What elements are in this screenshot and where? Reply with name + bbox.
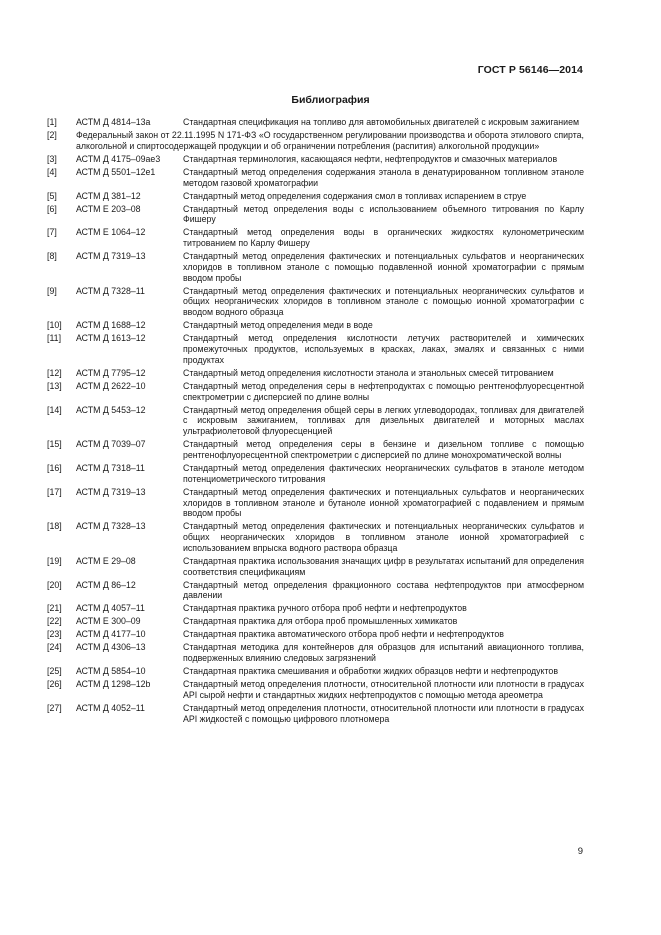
bibliography-list <box>47 117 584 727</box>
entry-description: Стандартный метод определения серы в нефтепродуктах с помощью рентгенофлуоресцентной спектрометрии с дисперсией по длине волны <box>183 380 584 402</box>
entry-number: [5] <box>47 190 57 201</box>
entry-description: Стандартная спецификация на топливо для автомобильных двигателей с искровым зажиганием <box>183 117 580 127</box>
entry-description: Стандартный метод определения фактических и потенциальных неорганических сульфатов и общих неорганических хлоридов в топливном этаноле с помощью ионной хроматографии с вводом водного образца <box>183 285 584 318</box>
bibliography-entry <box>47 251 584 283</box>
entry-standard-code: АСТМ Д 4175–09ae3 <box>76 153 161 164</box>
bibliography-entry <box>47 117 584 128</box>
bibliography-entry <box>47 204 584 226</box>
entry-standard-code: АСТМ Д 4057–11 <box>76 603 145 614</box>
entry-description: Стандартная практика смешивания и обработки жидких образцов нефти и нефтепродуктов <box>183 666 558 677</box>
entry-standard-code: АСТМ Д 4052–11 <box>76 702 145 713</box>
entry-standard-code: АСТМ Д 7318–11 <box>76 462 145 473</box>
entry-number: [26] <box>47 679 62 690</box>
entry-standard-code: АСТМ Е 203–08 <box>76 203 141 214</box>
bibliography-entry <box>47 521 584 553</box>
bibliography-entry <box>47 227 584 249</box>
entry-number: [8] <box>47 251 57 262</box>
entry-number: [22] <box>47 616 62 627</box>
entry-description: Стандартный метод определения содержания этанола в денатурированном топливном этаноле методом газовой хроматографии <box>183 166 584 188</box>
entry-number: [2] <box>47 129 57 140</box>
bibliography-entry <box>47 616 584 627</box>
entry-standard-code: АСТМ Е 1064–12 <box>76 227 146 238</box>
entry-description: Стандартный метод определения воды в органических жидкостях кулонометрическим титрованием по Карлу Фишеру <box>183 227 584 249</box>
bibliography-entry <box>47 642 584 664</box>
section-title: Библиография <box>291 94 370 106</box>
bibliography-entry <box>47 405 584 437</box>
bibliography-entry <box>47 333 584 365</box>
entry-number: [17] <box>47 486 62 497</box>
bibliography-entry <box>47 463 584 485</box>
entry-number: [20] <box>47 579 62 590</box>
entry-description: Стандартная практика для отбора проб промышленных химикатов <box>183 616 458 627</box>
bibliography-entry <box>47 154 584 165</box>
document-code: ГОСТ Р 56146—2014 <box>477 64 583 76</box>
bibliography-entry <box>47 439 584 461</box>
entry-standard-code: АСТМ Д 1613–12 <box>76 333 146 344</box>
bibliography-entry <box>47 191 584 202</box>
entry-number: [1] <box>47 117 57 127</box>
entry-standard-code: АСТМ Д 381–12 <box>76 190 141 201</box>
bibliography-entry <box>47 487 584 519</box>
entry-description: Стандартная практика автоматического отбора проб нефти и нефтепродуктов <box>183 629 504 640</box>
entry-description: Стандартный метод определения кислотности этанола и этанольных смесей титрованием <box>183 367 554 378</box>
entry-number: [15] <box>47 439 62 450</box>
entry-standard-code: АСТМ Д 4177–10 <box>76 629 146 640</box>
entry-description: Стандартный метод определения воды с использованием объемного титрования по Карлу Фишеру <box>183 203 584 225</box>
entry-description: Стандартный метод определения содержания смол в топливах испарением в струе <box>183 190 527 201</box>
bibliography-entry <box>47 167 584 189</box>
entry-description: Стандартная методика для контейнеров для образцов для испытаний авиационного топлива, подверженных влиянию следовых загрязнений <box>183 642 584 664</box>
bibliography-entry <box>47 368 584 379</box>
entry-description: Стандартный метод определения фактических неорганических сульфатов в этаноле методом потенциометрического титрования <box>183 462 584 484</box>
entry-number: [24] <box>47 642 62 653</box>
entry-number: [23] <box>47 629 62 640</box>
entry-standard-code: АСТМ Д 5854–10 <box>76 666 146 677</box>
bibliography-entry <box>47 580 584 602</box>
entry-standard-code: АСТМ Д 7328–11 <box>76 285 145 296</box>
entry-standard-code: АСТМ Е 300–09 <box>76 616 141 627</box>
entry-number: [11] <box>47 333 62 344</box>
entry-description: Стандартный метод определения меди в воде <box>183 320 373 331</box>
entry-number: [18] <box>47 521 62 532</box>
entry-description: Стандартная практика ручного отбора проб нефти и нефтепродуктов <box>183 603 467 614</box>
bibliography-entry <box>47 703 584 725</box>
entry-number: [27] <box>47 702 62 713</box>
entry-number: [4] <box>47 166 57 177</box>
entry-number: [7] <box>47 227 57 238</box>
bibliography-entry <box>47 130 584 152</box>
bibliography-entry <box>47 679 584 701</box>
entry-standard-code: АСТМ Д 7319–13 <box>76 251 146 262</box>
entry-number: [13] <box>47 380 62 391</box>
entry-description: Стандартный метод определения фактических и потенциальных сульфатов и неорганических хлоридов в топливном этаноле и бутаноле ионной хроматографией с подавлением и прямым вводом пробы <box>183 486 584 519</box>
entry-full-text: Федеральный закон от 22.11.1995 N 171-ФЗ «О государственном регулировании производства и оборота этилового спирта, алкогольной и спиртосодержащей продукции и об ограничении потребления (распития) алкогольной продукции» <box>76 129 584 151</box>
entry-description: Стандартная терминология, касающаяся нефти, нефтепродуктов и смазочных материалов <box>183 153 558 164</box>
entry-number: [19] <box>47 555 62 566</box>
entry-standard-code: АСТМ Д 7795–12 <box>76 367 146 378</box>
entry-description: Стандартный метод определения общей серы в легких углеводородах, топливах для двигателей с искровым зажиганием, топливах для дизельных двигателей и моторных маслах ультрафиолетовой флуоресценцией <box>183 404 584 437</box>
entry-standard-code: АСТМ Д 5501–12e1 <box>76 166 156 177</box>
entry-description: Стандартная практика использования значащих цифр в результатах испытаний для определения соответствия спецификациям <box>183 555 584 577</box>
entry-number: [25] <box>47 666 62 677</box>
bibliography-entry <box>47 556 584 578</box>
entry-number: [3] <box>47 153 57 164</box>
entry-standard-code: АСТМ Д 1298–12b <box>76 679 151 690</box>
entry-number: [14] <box>47 404 62 415</box>
entry-number: [21] <box>47 603 62 614</box>
entry-number: [16] <box>47 462 62 473</box>
bibliography-entry <box>47 603 584 614</box>
entry-description: Стандартный метод определения серы в бензине и дизельном топливе с помощью рентгенофлуоресцентной спектрометрии с дисперсией по длине монохроматической волны <box>183 439 584 460</box>
entry-number: [10] <box>47 320 62 331</box>
entry-description: Стандартный метод определения фракционного состава нефтепродуктов при атмосферном давлении <box>183 579 584 601</box>
entry-standard-code: АСТМ Д 7328–13 <box>76 521 146 532</box>
entry-standard-code: АСТМ Д 2622–10 <box>76 380 146 391</box>
entry-number: [12] <box>47 367 62 378</box>
entry-description: Стандартный метод определения плотности, относительной плотности или плотности в градусах API сырой нефти и стандартных жидких нефтепродуктов с помощью метода ареометра <box>183 679 584 700</box>
bibliography-entry <box>47 320 584 331</box>
page-number: 9 <box>577 846 583 857</box>
bibliography-entry <box>47 666 584 677</box>
entry-standard-code: АСТМ Д 7319–13 <box>76 486 146 497</box>
entry-standard-code: АСТМ Д 4306–13 <box>76 642 146 653</box>
entry-standard-code: АСТМ Д 86–12 <box>76 579 136 590</box>
entry-standard-code: АСТМ Д 1688–12 <box>76 320 146 331</box>
entry-description: Стандартный метод определения фактических и потенциальных неорганических сульфатов и общих неорганических хлоридов в топливном этаноле ионной хроматографией с использованием впрыска водного раствора образца <box>183 521 584 553</box>
bibliography-entry <box>47 286 584 318</box>
bibliography-entry <box>47 381 584 403</box>
entry-description: Стандартный метод определения кислотности летучих растворителей и химических промежуточных продуктов, используемых в красках, лаках, эмалях и связанных с ними продуктах <box>183 333 584 365</box>
entry-description: Стандартный метод определения плотности, относительной плотности или плотности в градусах API жидкостей с помощью цифрового плотномера <box>183 702 584 724</box>
entry-standard-code: АСТМ Д 7039–07 <box>76 439 146 450</box>
entry-standard-code: АСТМ Д 4814–13a <box>76 117 151 127</box>
entry-description: Стандартный метод определения фактических и потенциальных сульфатов и неорганических хлоридов в топливном этаноле с помощью подавленной ионной хроматографии с прямым вводом пробы <box>183 251 584 283</box>
entry-number: [6] <box>47 203 57 214</box>
entry-number: [9] <box>47 285 57 296</box>
bibliography-entry <box>47 629 584 640</box>
entry-standard-code: АСТМ Д 5453–12 <box>76 404 146 415</box>
entry-standard-code: АСТМ Е 29–08 <box>76 555 136 566</box>
